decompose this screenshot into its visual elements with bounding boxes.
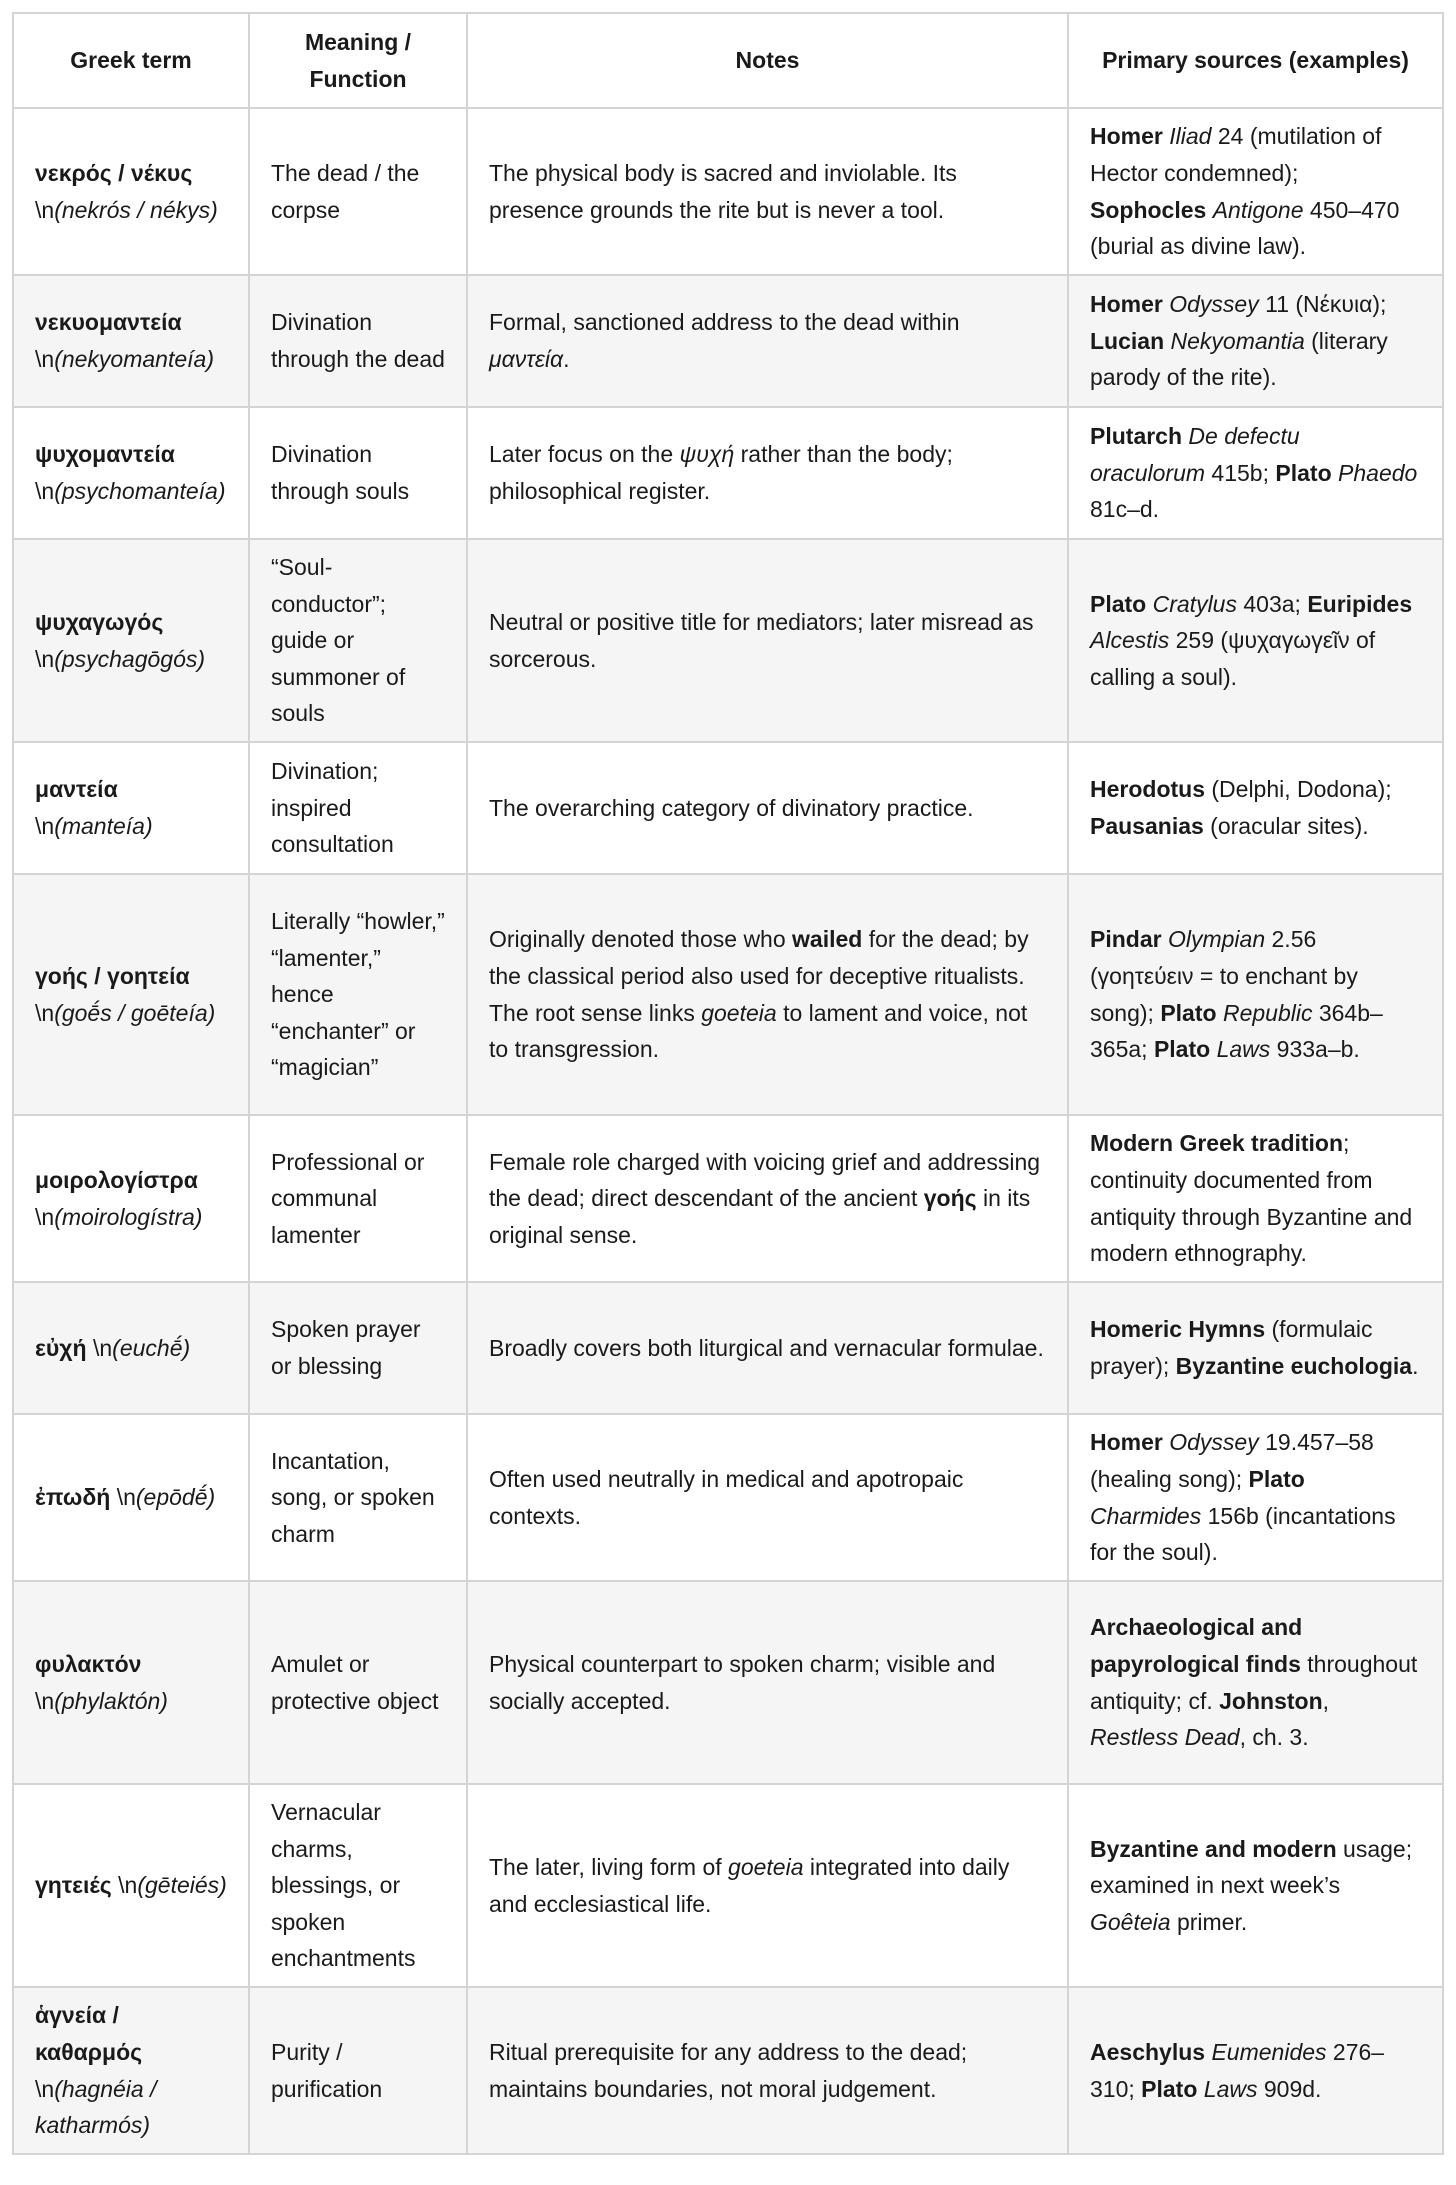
term-text: \n <box>35 2075 55 2102</box>
sources-text: 415b; <box>1205 459 1276 486</box>
notes-text: ψυχή <box>679 441 735 468</box>
term-text: \n <box>35 999 55 1026</box>
sources-text: 403a; <box>1236 590 1308 617</box>
sources-text: 11 (Νέκυια); <box>1258 291 1387 318</box>
meaning-text: “Soul-conductor”; guide or summoner of souls <box>271 554 406 727</box>
sources-text: Charmides <box>1090 1502 1202 1529</box>
header-sources: Primary sources (examples) <box>1068 13 1443 108</box>
term-text: ἐπωδή <box>35 1484 111 1511</box>
cell-sources <box>1068 1414 1443 1581</box>
table-body <box>13 108 1443 2154</box>
table-row <box>13 1987 1443 2154</box>
cell-sources <box>1068 108 1443 275</box>
term-text: (moirologístra) <box>54 1203 203 1230</box>
term-text: (psychagōgós) <box>54 645 206 672</box>
sources-text: 156b (incantations for the soul). <box>1090 1502 1396 1566</box>
meaning-text: Professional or communal lamenter <box>271 1148 425 1248</box>
sources-text: Sophocles <box>1090 196 1207 223</box>
cell-notes <box>467 1115 1068 1282</box>
sources-text: 276–310; <box>1090 2038 1385 2102</box>
cell-meaning <box>249 742 467 874</box>
cell-notes <box>467 1581 1068 1784</box>
cell-meaning <box>249 1414 467 1581</box>
cell-sources <box>1068 1282 1443 1414</box>
sources-text: Plato <box>1275 459 1332 486</box>
term-text: \n <box>86 1334 113 1361</box>
sources-text: (Delphi, Dodona); <box>1205 776 1392 803</box>
cell-term <box>13 1581 249 1784</box>
term-text: μαντεία <box>35 776 118 803</box>
sources-text: Nekyomantia <box>1170 327 1305 354</box>
term-text: (euchḗ) <box>112 1334 191 1361</box>
cell-meaning <box>249 874 467 1115</box>
sources-text: Eumenides <box>1211 2038 1327 2065</box>
table-row <box>13 108 1443 275</box>
sources-text: De defectu oraculorum <box>1090 423 1300 486</box>
sources-text: Byzantine and modern <box>1090 1835 1337 1862</box>
term-text: (gēteiés) <box>137 1872 227 1899</box>
notes-text: to lament and voice, not to transgression. <box>489 999 1028 1063</box>
sources-text: Olympian <box>1167 926 1266 953</box>
cell-notes <box>467 539 1068 742</box>
sources-text: Goêteia <box>1090 1908 1171 1935</box>
notes-text: goeteia <box>728 1853 804 1880</box>
term-text: ψυχαγωγός <box>35 608 164 635</box>
term-text: εὐχή <box>35 1334 87 1361</box>
cell-sources <box>1068 275 1443 407</box>
sources-text: Laws <box>1203 2075 1258 2102</box>
sources-text: 24 (mutilation of Hector condemned); <box>1090 123 1382 186</box>
cell-sources <box>1068 742 1443 874</box>
header-greek-term: Greek term <box>13 13 249 108</box>
cell-term <box>13 407 249 539</box>
notes-text: Physical counterpart to spoken charm; visible and socially accepted. <box>489 1650 996 1714</box>
term-text: γητειές <box>35 1872 112 1899</box>
term-text: νεκρός / νέκυς <box>35 159 193 186</box>
table-header <box>13 13 1443 108</box>
term-text: (nekrós / nékys) <box>54 196 218 223</box>
sources-text: Archaeological and papyrological finds <box>1090 1614 1303 1677</box>
cell-term <box>13 874 249 1115</box>
meaning-text: Amulet or protective object <box>271 1650 439 1714</box>
cell-term <box>13 539 249 742</box>
table-row <box>13 1581 1443 1784</box>
meaning-text: Divination; inspired consultation <box>271 758 394 858</box>
table-row <box>13 1784 1443 1987</box>
table-row <box>13 407 1443 539</box>
meaning-text: Vernacular charms, blessings, or spoken enchantments <box>271 1799 416 1972</box>
cell-meaning <box>249 1581 467 1784</box>
table-row <box>13 874 1443 1115</box>
sources-text: Pindar <box>1090 926 1162 953</box>
cell-sources <box>1068 874 1443 1115</box>
sources-text: Plutarch <box>1090 423 1183 450</box>
term-text: \n <box>35 813 55 839</box>
sources-text: 450–470 (burial as divine law). <box>1090 196 1400 260</box>
sources-text: Modern Greek tradition <box>1090 1130 1344 1157</box>
sources-text: Homer <box>1090 291 1163 318</box>
term-text: (goḗs / goēteía) <box>54 999 216 1026</box>
sources-text: 909d. <box>1257 2075 1322 2102</box>
term-text: μοιρολογίστρα <box>35 1166 198 1193</box>
cell-meaning <box>249 275 467 407</box>
term-text: \n <box>111 1872 138 1899</box>
sources-text: (oracular sites). <box>1203 813 1369 839</box>
cell-term <box>13 1784 249 1987</box>
table-row <box>13 275 1443 407</box>
sources-text: (literary parody of the rite). <box>1090 327 1388 391</box>
cell-notes <box>467 275 1068 407</box>
sources-text: throughout antiquity; cf. <box>1090 1650 1418 1714</box>
sources-text: Homer <box>1090 123 1163 150</box>
sources-text: 259 (ψυχαγωγεῖν of calling a soul). <box>1090 627 1376 690</box>
sources-text: Johnston <box>1219 1687 1323 1714</box>
sources-text: (formulaic prayer); <box>1090 1316 1373 1379</box>
term-text: \n <box>35 1203 55 1230</box>
sources-text: Herodotus <box>1090 776 1205 803</box>
term-text: (nekyomanteía) <box>54 346 214 372</box>
cell-sources <box>1068 1115 1443 1282</box>
meaning-text: Literally “howler,” “lamenter,” hence “enchanter” or “magician” <box>271 908 445 1081</box>
notes-text: Originally denoted those who <box>489 926 793 953</box>
cell-term <box>13 742 249 874</box>
cell-notes <box>467 742 1068 874</box>
cell-term <box>13 1282 249 1414</box>
cell-sources <box>1068 539 1443 742</box>
sources-text: Aeschylus <box>1090 2038 1206 2065</box>
cell-notes <box>467 108 1068 275</box>
term-text: (psychomanteía) <box>54 478 226 504</box>
term-text: νεκυομαντεία <box>35 309 182 336</box>
term-text: \n <box>35 1687 55 1714</box>
sources-text: 19.457–58 (healing song); <box>1090 1429 1374 1492</box>
notes-text: Later focus on the <box>489 441 680 468</box>
notes-text: rather than the body; philosophical register. <box>489 441 953 504</box>
sources-text: 2.56 (γοητεύειν = to enchant by song); <box>1090 926 1358 1026</box>
sources-text: Antigone <box>1212 196 1304 223</box>
cell-meaning <box>249 1115 467 1282</box>
cell-term <box>13 1115 249 1282</box>
cell-notes <box>467 1282 1068 1414</box>
notes-text: wailed <box>792 926 863 953</box>
sources-text: Restless Dead <box>1090 1724 1240 1751</box>
sources-text: 933a–b. <box>1270 1036 1360 1063</box>
table-row <box>13 742 1443 874</box>
sources-text: Odyssey <box>1169 291 1259 318</box>
notes-text: in its original sense. <box>489 1185 1031 1248</box>
sources-text: Byzantine euchologia <box>1175 1353 1413 1379</box>
sources-text: Plato <box>1141 2075 1198 2102</box>
cell-meaning <box>249 108 467 275</box>
term-text: \n <box>35 478 55 504</box>
term-text: (phylaktón) <box>54 1687 168 1714</box>
cell-meaning <box>249 1987 467 2154</box>
notes-text: Formal, sanctioned address to the dead within <box>489 309 960 336</box>
term-text: ψυχομαντεία <box>35 441 175 468</box>
sources-text: Laws <box>1216 1036 1271 1063</box>
sources-text: Republic <box>1222 999 1313 1026</box>
header-notes: Notes <box>467 13 1068 108</box>
term-text: φυλακτόν <box>35 1650 142 1677</box>
sources-text: Lucian <box>1090 327 1165 354</box>
notes-text: The later, living form of <box>489 1853 729 1880</box>
meaning-text: Divination through souls <box>271 441 410 504</box>
header-meaning: Meaning / Function <box>249 13 467 108</box>
sources-text: Phaedo <box>1338 459 1418 486</box>
header-row <box>13 13 1443 108</box>
table-row <box>13 1282 1443 1414</box>
sources-text: ; continuity documented from antiquity through Byzantine and modern ethnography. <box>1090 1130 1413 1267</box>
cell-notes <box>467 1414 1068 1581</box>
sources-text: , <box>1322 1687 1330 1714</box>
notes-text: Neutral or positive title for mediators; later misread as sorcerous. <box>489 608 1034 672</box>
sources-text: Plato <box>1248 1465 1305 1492</box>
notes-text: Often used neutrally in medical and apotropaic contexts. <box>489 1465 964 1529</box>
notes-text: Female role charged with voicing grief and addressing the dead; direct descendant of the ancient <box>489 1148 1041 1212</box>
sources-text: Iliad <box>1169 123 1212 150</box>
sources-text: , ch. 3. <box>1239 1724 1309 1751</box>
sources-text: Plato <box>1090 590 1147 617</box>
sources-text: Euripides <box>1307 590 1413 617</box>
term-text: \n <box>35 645 55 672</box>
notes-text: μαντεία <box>489 346 564 372</box>
sources-text: usage; examined in next week’s <box>1090 1835 1413 1899</box>
sources-text: Cratylus <box>1152 590 1237 617</box>
notes-text: γοής <box>923 1185 977 1212</box>
cell-term <box>13 1414 249 1581</box>
cell-sources <box>1068 1987 1443 2154</box>
sources-text: Homer <box>1090 1429 1163 1456</box>
term-text: \n <box>110 1484 136 1511</box>
meaning-text: Divination through the dead <box>271 309 445 372</box>
sources-text: Pausanias <box>1090 813 1204 839</box>
notes-text: The physical body is sacred and inviolable. Its presence grounds the rite but is never a tool. <box>489 159 957 223</box>
notes-text: Ritual prerequisite for any address to the dead; maintains boundaries, not moral judgement. <box>489 2038 968 2102</box>
sources-text: Alcestis <box>1090 627 1170 654</box>
cell-meaning <box>249 407 467 539</box>
table-row <box>13 1115 1443 1282</box>
sources-text: Plato <box>1153 1036 1211 1063</box>
table-row <box>13 1414 1443 1581</box>
notes-text: for the dead; by the classical period also used for deceptive ritualists. The root sense links <box>489 926 1029 1026</box>
sources-text: Odyssey <box>1169 1429 1259 1456</box>
cell-meaning <box>249 1282 467 1414</box>
term-text: ἁγνεία / καθαρμός <box>35 2002 143 2065</box>
sources-text: . <box>1412 1353 1419 1379</box>
term-text: (manteía) <box>54 813 153 839</box>
cell-notes <box>467 1784 1068 1987</box>
term-text: \n <box>35 346 55 372</box>
sources-text: 364b–365a; <box>1090 999 1383 1063</box>
cell-term <box>13 1987 249 2154</box>
notes-text: Broadly covers both liturgical and vernacular formulae. <box>489 1334 1044 1361</box>
notes-text: goeteia <box>701 999 777 1026</box>
cell-notes <box>467 874 1068 1115</box>
meaning-text: Purity / purification <box>271 2038 383 2102</box>
cell-sources <box>1068 1581 1443 1784</box>
term-text: (hagnéia / katharmós) <box>35 2075 157 2139</box>
sources-text: primer. <box>1170 1908 1248 1935</box>
cell-meaning <box>249 1784 467 1987</box>
table-row <box>13 539 1443 742</box>
cell-sources <box>1068 1784 1443 1987</box>
sources-text: Plato <box>1160 999 1217 1026</box>
term-text: (epōdḗ) <box>135 1484 216 1511</box>
sources-text: Homeric Hymns <box>1090 1316 1266 1343</box>
meaning-text: Incantation, song, or spoken charm <box>271 1447 435 1547</box>
cell-term <box>13 108 249 275</box>
cell-notes <box>467 1987 1068 2154</box>
cell-meaning <box>249 539 467 742</box>
cell-sources <box>1068 407 1443 539</box>
greek-terms-table <box>12 12 1444 2155</box>
meaning-text: The dead / the corpse <box>271 159 420 223</box>
meaning-text: Spoken prayer or blessing <box>271 1316 421 1379</box>
notes-text: . <box>563 346 570 372</box>
sources-text: 81c–d. <box>1090 496 1160 523</box>
notes-text: The overarching category of divinatory practice. <box>489 794 974 821</box>
term-text: \n <box>35 196 55 223</box>
notes-text: integrated into daily and ecclesiastical life. <box>489 1853 1010 1917</box>
term-text: γοής / γοητεία <box>35 962 190 989</box>
cell-term <box>13 275 249 407</box>
cell-notes <box>467 407 1068 539</box>
